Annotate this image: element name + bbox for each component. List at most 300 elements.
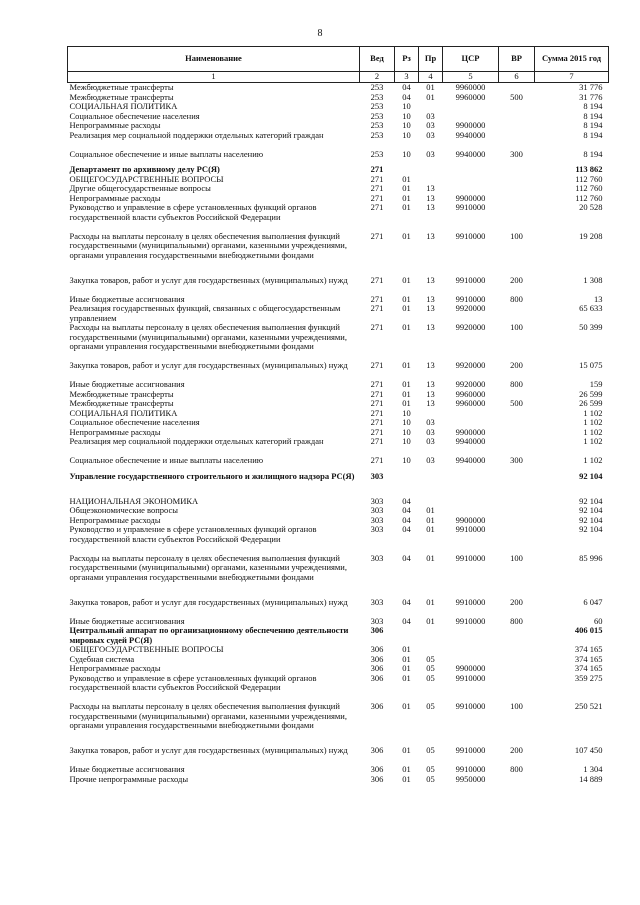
cell-vr [499, 194, 535, 204]
cell-rz: 01 [402, 764, 411, 774]
cell-ved: 306 [370, 764, 384, 774]
cell-csr: 9920000 [455, 379, 486, 389]
cell-rz: 10 [402, 110, 411, 121]
table-row [68, 456, 609, 472]
cell-name: Расходы на выплаты персоналу в целях обеспечения выполнения функций государственными (муниципальными) органами, казенными учреждениями, органами управления государственными внебюджетными фондами [69, 230, 347, 260]
cell-rz: 04 [402, 552, 411, 563]
cell-name: Непрограммные расходы [69, 192, 161, 203]
cell-csr: 9910000 [455, 701, 486, 711]
cell-pr [419, 626, 443, 645]
cell-ved: 271 [370, 360, 384, 370]
cell-ved: 306 [370, 663, 384, 673]
cell-pr: 01 [426, 82, 435, 92]
table-row [68, 131, 609, 150]
cell-name: Центральный аппарат по организационному обеспечению деятельности мировых судей РС(Я) [69, 625, 349, 645]
table-row [68, 775, 609, 785]
cell-csr: 9910000 [455, 524, 486, 534]
cell-sum: 8 194 [583, 129, 603, 140]
cell-csr: 9910000 [455, 202, 486, 212]
cell-ved: 271 [370, 173, 384, 184]
cell-name: Прочие непрограммные расходы [69, 773, 189, 784]
cell-ved: 303 [370, 552, 384, 563]
cell-name: Межбюджетные трансферты [69, 388, 174, 399]
cell-ved: 253 [370, 129, 384, 140]
cell-ved: 271 [370, 407, 384, 418]
cell-sum: 1 304 [583, 764, 603, 774]
cell-name: Реализация мер социальной поддержки отдельных категорий граждан [69, 129, 324, 140]
cell-csr: 9900000 [455, 192, 486, 203]
cell-name: Судебная система [69, 653, 135, 664]
cell-sum: 113 862 [575, 164, 603, 174]
cell-ved: 306 [370, 745, 384, 755]
cell-ved: 253 [370, 110, 384, 121]
cell-rz: 04 [402, 91, 411, 102]
cell-name: Иные бюджетные ассигнования [69, 764, 185, 774]
cell-name: Руководство и управление в сфере установленных функций органов государственной власти субъектов Российской Федерации [69, 202, 317, 222]
cell-rz: 01 [402, 183, 411, 193]
cell-pr: 03 [426, 426, 435, 437]
header-ved: Вед [360, 47, 395, 72]
cell-rz: 01 [402, 322, 411, 332]
cell-rz: 10 [402, 426, 411, 437]
cell-csr [443, 626, 499, 645]
cell-pr: 01 [426, 524, 435, 534]
cell-sum: 159 [589, 379, 603, 389]
cell-ved: 303 [370, 596, 384, 607]
cell-sum: 8 194 [583, 120, 603, 130]
cell-name: Реализация государственных функций, связанных с общегосударственным управлением [69, 303, 341, 323]
table-row [68, 746, 609, 765]
cell-csr: 9920000 [455, 322, 486, 332]
cell-pr: 05 [426, 672, 435, 683]
table-row [68, 361, 609, 380]
cell-sum: 92 104 [579, 524, 603, 534]
cell-csr: 9910000 [455, 745, 486, 755]
cell-csr [443, 165, 499, 175]
cell-name: Социальное обеспечение и иные выплаты населению [69, 455, 264, 465]
cell-csr: 9920000 [455, 303, 486, 313]
cell-pr: 03 [426, 129, 435, 140]
cell-rz: 01 [402, 293, 411, 304]
cell-pr: 13 [426, 360, 435, 370]
cell-vr [499, 664, 535, 674]
cell-vr [499, 112, 535, 122]
cell-sum: 1 308 [583, 274, 603, 285]
cell-sum: 20 528 [579, 202, 603, 212]
cell-ved: 306 [370, 653, 384, 664]
table-row [68, 323, 609, 361]
cell-rz: 01 [402, 672, 411, 683]
cell-ved: 271 [370, 426, 384, 437]
cell-ved: 271 [370, 417, 384, 427]
cell-ved: 271 [370, 230, 384, 241]
cell-ved: 271 [370, 303, 384, 313]
cell-sum: 92 104 [579, 514, 603, 525]
cell-sum: 112 760 [575, 192, 603, 203]
cell-pr: 03 [426, 436, 435, 446]
table-row [68, 645, 609, 655]
cell-name: Социальное обеспечение населения [69, 110, 200, 121]
table-row [68, 702, 609, 746]
cell-rz: 04 [402, 505, 411, 515]
cell-csr: 9940000 [455, 455, 486, 465]
cell-vr [499, 418, 535, 428]
cell-csr: 9940000 [455, 129, 486, 140]
cell-rz: 01 [402, 379, 411, 389]
cell-name: Иные бюджетные ассигнования [69, 293, 185, 304]
cell-sum: 1 102 [583, 407, 603, 418]
cell-csr [443, 409, 499, 419]
cell-sum: 8 194 [583, 148, 603, 159]
cell-name: Другие общегосударственные вопросы [69, 183, 211, 193]
cell-ved: 271 [370, 192, 384, 203]
cell-sum: 112 760 [575, 173, 603, 184]
cell-ved: 303 [370, 514, 384, 525]
cell-vr: 200 [510, 274, 523, 285]
cell-sum: 60 [594, 615, 603, 626]
cell-csr: 9910000 [455, 596, 486, 607]
cell-vr [499, 674, 535, 703]
cell-ved: 306 [370, 773, 384, 784]
cell-csr: 9960000 [455, 82, 486, 92]
cell-rz [395, 626, 419, 645]
cell-rz: 01 [402, 303, 411, 313]
cell-pr: 13 [426, 303, 435, 313]
cell-name: Закупка товаров, работ и услуг для государственных (муниципальных) нужд [69, 274, 348, 285]
cell-sum: 15 075 [579, 360, 603, 370]
cell-vr: 200 [510, 745, 523, 755]
cell-pr: 03 [426, 120, 435, 130]
cell-sum: 107 450 [574, 745, 603, 755]
cell-sum: 1 102 [583, 426, 603, 437]
cell-name: Руководство и управление в сфере установленных функций органов государственной власти субъектов Российской Федерации [69, 672, 317, 692]
cell-vr [499, 525, 535, 554]
cell-vr [499, 516, 535, 526]
cell-ved: 303 [370, 470, 384, 481]
cell-sum: 406 015 [574, 625, 603, 635]
cell-vr: 800 [510, 764, 523, 774]
cell-name: НАЦИОНАЛЬНАЯ ЭКОНОМИКА [69, 495, 199, 506]
cell-rz: 01 [402, 653, 411, 664]
cell-rz: 01 [402, 192, 411, 203]
cell-sum: 8 194 [583, 110, 603, 121]
header-rz: Рз [395, 47, 419, 72]
cell-name: Расходы на выплаты персоналу в целях обеспечения выполнения функций государственными (муниципальными) органами, казенными учреждениями, органами управления государственными внебюджетными фондами [69, 552, 347, 582]
cell-vr: 300 [510, 148, 523, 159]
cell-pr: 13 [426, 202, 435, 212]
cell-vr [499, 428, 535, 438]
cell-rz: 04 [402, 514, 411, 525]
cell-csr [443, 497, 499, 507]
cell-vr: 200 [510, 596, 523, 607]
cell-pr: 05 [426, 701, 435, 711]
cell-name: Реализация мер социальной поддержки отдельных категорий граждан [69, 436, 324, 446]
cell-pr: 01 [426, 91, 435, 102]
cell-sum: 26 599 [579, 398, 603, 408]
cell-name: Непрограммные расходы [69, 120, 161, 130]
cell-sum: 8 194 [583, 101, 603, 111]
cell-vr: 100 [510, 701, 523, 711]
cell-vr [499, 184, 535, 194]
cell-vr [499, 775, 535, 785]
cell-pr: 03 [426, 417, 435, 427]
cell-vr [499, 131, 535, 150]
cell-vr: 800 [510, 379, 523, 389]
cell-rz: 01 [402, 398, 411, 408]
cell-rz [395, 472, 419, 497]
cell-sum: 92 104 [579, 495, 603, 506]
header-csr: ЦСР [443, 47, 499, 72]
cell-name: Расходы на выплаты персоналу в целях обеспечения выполнения функций государственными (муниципальными) органами, казенными учреждениями, органами управления государственными внебюджетными фондами [69, 322, 347, 351]
cell-name: Закупка товаров, работ и услуг для государственных (муниципальных) нужд [69, 745, 348, 755]
cell-ved: 253 [370, 120, 384, 130]
cell-sum: 374 165 [574, 653, 603, 664]
cell-csr: 9910000 [455, 274, 486, 285]
cell-csr: 9910000 [455, 672, 486, 683]
cell-ved: 271 [370, 455, 384, 465]
cell-name: СОЦИАЛЬНАЯ ПОЛИТИКА [69, 101, 178, 111]
cell-ved: 306 [370, 672, 384, 683]
cell-vr: 200 [510, 360, 523, 370]
table-row [68, 598, 609, 617]
cell-sum: 31 776 [579, 82, 603, 92]
cell-vr: 100 [510, 552, 523, 563]
cell-sum: 374 165 [574, 644, 603, 654]
cell-sum: 85 996 [579, 552, 603, 563]
header-pr: Пр [419, 47, 443, 72]
cell-rz: 01 [402, 388, 411, 399]
cell-rz: 01 [402, 173, 411, 184]
table-row [68, 83, 609, 93]
cell-ved: 271 [370, 388, 384, 399]
cell-vr: 100 [510, 322, 523, 332]
cell-pr [419, 472, 443, 497]
cell-pr: 03 [426, 110, 435, 121]
cell-name: Управление государственного строительного и жилищного надзора РС(Я) [69, 470, 355, 481]
cell-pr: 13 [426, 293, 435, 304]
header-number: 1 [68, 72, 360, 83]
table-row [68, 437, 609, 456]
cell-ved: 306 [370, 644, 384, 654]
cell-name: Иные бюджетные ассигнования [69, 615, 185, 626]
cell-pr: 01 [426, 552, 435, 563]
header-number: 3 [395, 72, 419, 83]
cell-pr: 05 [426, 773, 435, 784]
cell-vr [499, 83, 535, 93]
cell-sum: 1 102 [583, 436, 603, 446]
cell-vr [499, 437, 535, 456]
cell-ved: 306 [370, 701, 384, 711]
cell-rz: 10 [402, 120, 411, 130]
cell-pr: 13 [426, 274, 435, 285]
cell-vr [499, 655, 535, 665]
cell-pr: 13 [426, 322, 435, 332]
cell-name: Непрограммные расходы [69, 663, 161, 673]
cell-csr [443, 645, 499, 655]
cell-sum: 50 399 [579, 322, 603, 332]
cell-sum: 250 521 [574, 701, 603, 711]
cell-vr [499, 102, 535, 112]
table-row [68, 626, 609, 645]
cell-ved: 253 [370, 148, 384, 159]
cell-name: Общеэкономические вопросы [69, 505, 178, 515]
cell-sum: 359 275 [574, 672, 603, 683]
cell-csr: 9910000 [455, 230, 486, 241]
cell-sum: 26 599 [579, 388, 603, 399]
cell-pr: 05 [426, 663, 435, 673]
cell-pr: 13 [426, 379, 435, 389]
cell-rz: 01 [402, 701, 411, 711]
cell-rz: 01 [402, 644, 411, 654]
cell-vr [499, 409, 535, 419]
cell-rz: 10 [402, 407, 411, 418]
cell-vr [499, 506, 535, 516]
cell-pr: 13 [426, 388, 435, 399]
cell-name: Закупка товаров, работ и услуг для государственных (муниципальных) нужд [69, 360, 348, 370]
cell-pr: 01 [426, 596, 435, 607]
cell-sum: 13 [594, 293, 603, 304]
cell-ved: 303 [370, 495, 384, 506]
cell-vr [499, 626, 535, 645]
header-name: Наименование [68, 47, 360, 72]
cell-sum: 92 104 [579, 470, 603, 481]
cell-name: Иные бюджетные ассигнования [69, 379, 185, 389]
cell-csr: 9920000 [455, 360, 486, 370]
cell-vr [499, 203, 535, 232]
cell-sum: 1 102 [583, 417, 603, 427]
cell-rz: 01 [402, 773, 411, 784]
cell-name: Закупка товаров, работ и услуг для государственных (муниципальных) нужд [69, 596, 348, 607]
cell-ved: 253 [370, 101, 384, 111]
cell-vr: 500 [510, 91, 523, 102]
cell-vr: 300 [510, 455, 523, 465]
cell-name: Непрограммные расходы [69, 426, 161, 437]
cell-csr [443, 472, 499, 497]
cell-ved: 271 [370, 322, 384, 332]
cell-ved: 271 [370, 202, 384, 212]
cell-rz: 04 [402, 524, 411, 534]
cell-sum: 1 102 [583, 455, 603, 465]
cell-rz: 01 [402, 360, 411, 370]
cell-ved: 271 [370, 274, 384, 285]
cell-csr: 9940000 [455, 436, 486, 446]
table-header [68, 47, 609, 83]
cell-ved: 271 [370, 164, 384, 174]
header-sum: Сумма 2015 год [535, 47, 609, 72]
cell-csr: 9940000 [455, 148, 486, 159]
table-row [68, 472, 609, 497]
cell-csr: 9900000 [455, 663, 486, 673]
cell-pr: 01 [426, 615, 435, 626]
table-row [68, 150, 609, 166]
cell-ved: 253 [370, 91, 384, 102]
cell-vr: 500 [510, 398, 523, 408]
cell-name: СОЦИАЛЬНАЯ ПОЛИТИКА [69, 407, 178, 418]
cell-vr: 800 [510, 293, 523, 304]
cell-pr: 01 [426, 505, 435, 515]
cell-sum: 31 776 [579, 91, 603, 102]
cell-csr [443, 102, 499, 112]
cell-rz: 01 [402, 230, 411, 241]
cell-vr [499, 645, 535, 655]
table-row [68, 554, 609, 598]
cell-ved: 303 [370, 505, 384, 515]
cell-rz: 01 [402, 202, 411, 212]
cell-name: Расходы на выплаты персоналу в целях обеспечения выполнения функций государственными (муниципальными) органами, казенными учреждениями, органами управления государственными внебюджетными фондами [69, 701, 347, 730]
cell-rz: 10 [402, 455, 411, 465]
cell-sum: 92 104 [579, 505, 603, 515]
header-number: 5 [443, 72, 499, 83]
cell-sum: 19 208 [579, 230, 603, 241]
cell-csr [443, 175, 499, 185]
cell-csr: 9960000 [455, 398, 486, 408]
cell-pr: 05 [426, 745, 435, 755]
cell-pr: 03 [426, 455, 435, 465]
header-number: 6 [499, 72, 535, 83]
cell-name: Департамент по архивному делу РС(Я) [69, 164, 220, 174]
cell-rz: 04 [402, 495, 411, 506]
cell-vr: 800 [510, 615, 523, 626]
cell-sum: 112 760 [575, 183, 603, 193]
table-row [68, 525, 609, 554]
header-number: 2 [360, 72, 395, 83]
cell-rz: 04 [402, 615, 411, 626]
table-row [68, 674, 609, 703]
cell-ved: 271 [370, 436, 384, 446]
table-body [68, 83, 609, 785]
cell-vr [499, 304, 535, 323]
cell-sum: 6 047 [583, 596, 603, 607]
cell-pr: 01 [426, 514, 435, 525]
cell-pr: 13 [426, 183, 435, 193]
cell-ved: 271 [370, 379, 384, 389]
table-row [68, 276, 609, 295]
cell-rz: 01 [402, 745, 411, 755]
cell-csr: 9910000 [455, 293, 486, 304]
cell-csr: 9910000 [455, 552, 486, 563]
cell-csr: 9900000 [455, 120, 486, 130]
cell-ved: 253 [370, 82, 384, 92]
cell-vr: 100 [510, 230, 523, 241]
table-row [68, 304, 609, 323]
budget-table [67, 46, 609, 784]
cell-vr [499, 165, 535, 175]
cell-sum: 374 165 [574, 663, 603, 673]
cell-name: Межбюджетные трансферты [69, 82, 174, 92]
cell-pr: 05 [426, 764, 435, 774]
cell-ved: 303 [370, 524, 384, 534]
cell-rz: 10 [402, 129, 411, 140]
cell-name: ОБЩЕГОСУДАРСТВЕННЫЕ ВОПРОСЫ [69, 173, 224, 184]
cell-name: Социальное обеспечение и иные выплаты населению [69, 148, 264, 159]
cell-rz: 01 [402, 663, 411, 673]
cell-pr: 13 [426, 398, 435, 408]
cell-pr: 13 [426, 230, 435, 241]
cell-vr [499, 175, 535, 185]
cell-sum: 65 633 [579, 303, 603, 313]
cell-ved: 303 [370, 615, 384, 626]
cell-ved: 306 [370, 625, 384, 635]
cell-rz: 04 [402, 596, 411, 607]
cell-ved: 271 [370, 183, 384, 193]
header-number: 4 [419, 72, 443, 83]
cell-rz: 10 [402, 417, 411, 427]
cell-csr: 9910000 [455, 615, 486, 626]
cell-name: ОБЩЕГОСУДАРСТВЕННЫЕ ВОПРОСЫ [69, 644, 224, 654]
cell-name: Руководство и управление в сфере установленных функций органов государственной власти субъектов Российской Федерации [69, 524, 317, 544]
cell-sum: 14 889 [579, 773, 603, 784]
table-row [68, 232, 609, 276]
